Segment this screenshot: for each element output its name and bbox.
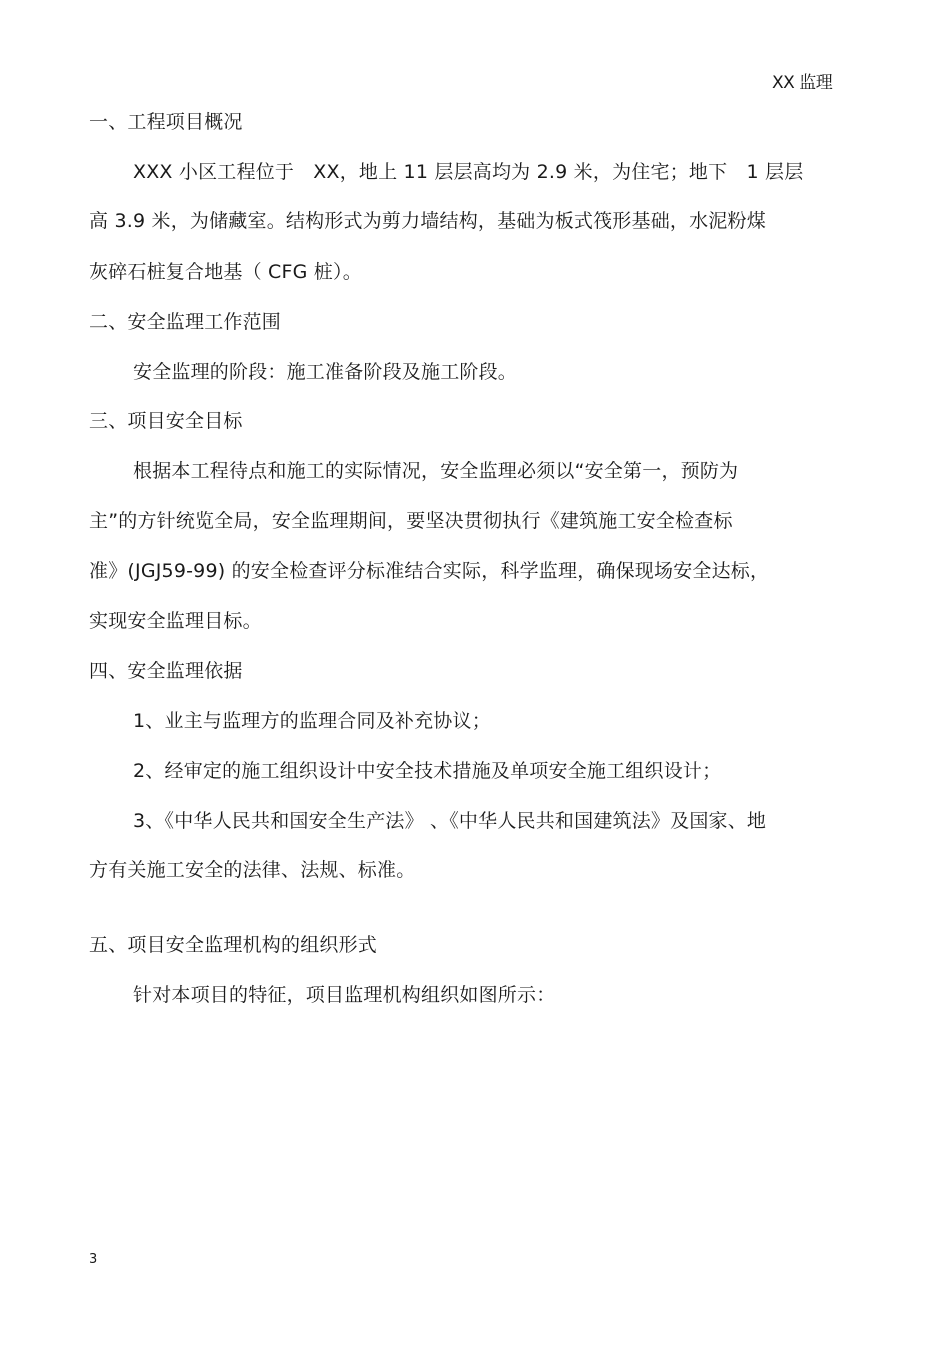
section-1-paragraph-line-3: 灰碎石桩复合地基（ CFG 桩）。 [89,261,362,283]
section-4-item-2: 2、经审定的施工组织设计中安全技术措施及单项安全施工组织设计； [133,760,722,782]
section-4-item-1: 1、业主与监理方的监理合同及补充协议； [133,710,491,732]
section-1-paragraph-line-1: XXX 小区工程位于 XX，地上 11 层层高均为 2.9 米，为住宅；地下 1 层层 [133,161,804,183]
section-5-paragraph: 针对本项目的特征，项目监理机构组织如图所示： [133,984,556,1006]
section-3-title: 三、项目安全目标 [89,410,243,432]
section-1-paragraph-line-2: 高 3.9 米，为储藏室。结构形式为剪力墙结构，基础为板式筏形基础，水泥粉煤 [89,210,766,232]
section-5-title: 五、项目安全监理机构的组织形式 [89,934,378,956]
section-4-item-3-line-2: 方有关施工安全的法律、法规、标准。 [89,859,416,881]
page-header: XX 监理 [772,73,833,93]
section-2-title: 二、安全监理工作范围 [89,311,282,333]
section-3-paragraph-line-2: 主”的方针统览全局，安全监理期间，要坚决贯彻执行《建筑施工安全检查标 [89,510,733,532]
section-3-paragraph-line-3: 准》(JGJ59-99) 的安全检查评分标准结合实际，科学监理，确保现场安全达标， [89,560,770,582]
section-3-paragraph-line-1: 根据本工程待点和施工的实际情况，安全监理必须以“安全第一，预防为 [133,460,739,482]
section-2-paragraph: 安全监理的阶段：施工准备阶段及施工阶段。 [133,361,518,383]
section-3-paragraph-line-4: 实现安全监理目标。 [89,610,262,632]
page-number: 3 [89,1252,98,1267]
section-4-item-3-line-1: 3、《中华人民共和国安全生产法》 、《中华人民共和国建筑法》及国家、地 [133,810,767,832]
section-4-title: 四、安全监理依据 [89,660,243,682]
section-1-title: 一、工程项目概况 [89,111,243,133]
